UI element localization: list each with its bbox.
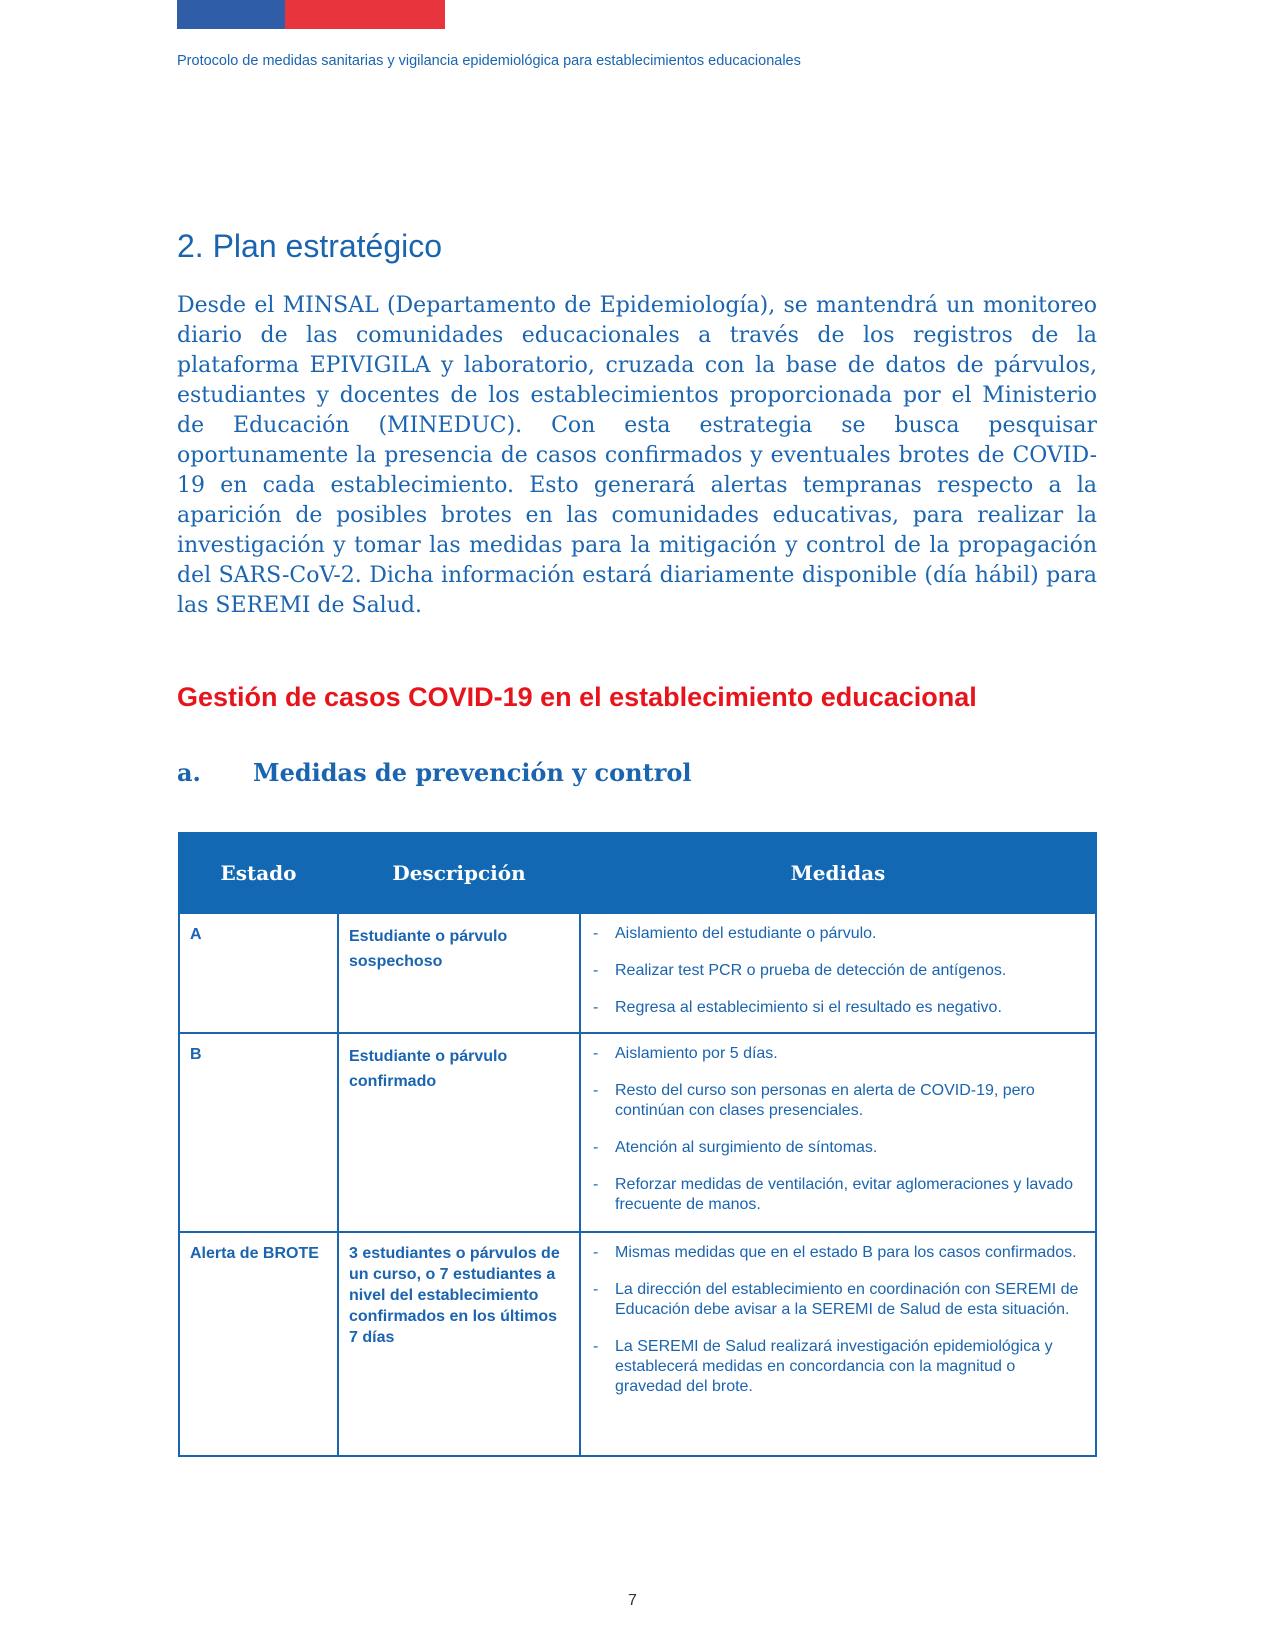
page-number: 7 [628,1592,637,1609]
list-item: - Resto del curso son personas en alerta de COVID-19, pero continúan con clases presenciales. [591,1081,1085,1121]
list-item: - La SEREMI de Salud realizará investigación epidemiológica y establecerá medidas en concordancia con la magnitud o gravedad del brote. [591,1337,1085,1397]
medidas-list [591,1044,1085,1215]
subsection-heading [177,758,691,787]
subsection-title: Medidas de prevención y control [253,758,692,787]
header-estado: Estado [179,833,338,913]
section-title: 2. Plan estratégico [177,228,443,264]
header-medidas: Medidas [580,833,1096,913]
cell-medidas [580,913,1096,1033]
table-row [179,1232,1096,1456]
subsection-letter: a. [177,758,201,787]
medidas-list [591,924,1085,1018]
flag-red-stripe [285,0,445,29]
cell-medidas [580,1232,1096,1456]
gestion-heading: Gestión de casos COVID-19 en el establecimiento educacional [177,682,977,712]
list-item: - La dirección del establecimiento en coordinación con SEREMI de Educación debe avisar a la SEREMI de Salud de esta situación. [591,1280,1085,1320]
table-row [179,1033,1096,1232]
running-header: Protocolo de medidas sanitarias y vigilancia epidemiológica para establecimientos educacionales [177,53,801,69]
table-row [179,913,1096,1033]
measures-table [178,832,1097,1457]
list-item: - Mismas medidas que en el estado B para los casos confirmados. [591,1243,1085,1263]
medidas-list [591,1243,1085,1397]
header-flag-bar [177,0,445,29]
list-item: - Regresa al establecimiento si el resultado es negativo. [591,998,1085,1018]
cell-estado: A [179,913,338,1033]
section-body-paragraph: Desde el MINSAL (Departamento de Epidemiología), se mantendrá un monitoreo diario de las comunidades educacionales a través de los registros de la plataforma EPIVIGILA y laboratorio, cruzada con la base de datos de párvulos, estudiantes y docentes de los establecimientos proporcionada por el Ministerio de Educación (MINEDUC). Con esta estrategia se busca pesquisar oportunamente la presencia de casos confirmados y eventuales brotes de COVID-19 en cada establecimiento. Esto generará alertas tempranas respecto a la aparición de posibles brotes en las comunidades educativas, para realizar la investigación y tomar las medidas para la mitigación y control de la propagación del SARS-CoV-2. Dicha información estará diariamente disponible (día hábil) para las SEREMI de Salud. [177,293,1097,618]
list-item: - Atención al surgimiento de síntomas. [591,1138,1085,1158]
cell-medidas [580,1033,1096,1232]
list-item: - Aislamiento por 5 días. [591,1044,1085,1064]
flag-blue-stripe [177,0,285,29]
cell-descripcion: Estudiante o párvulo sospechoso [338,913,580,1033]
cell-descripcion: Estudiante o párvulo confirmado [338,1033,580,1232]
list-item: - Reforzar medidas de ventilación, evitar aglomeraciones y lavado frecuente de manos. [591,1175,1085,1215]
header-descripcion: Descripción [338,833,580,913]
cell-estado: Alerta de BROTE [179,1232,338,1456]
table-header-row [179,833,1096,913]
cell-descripcion: 3 estudiantes o párvulos de un curso, o 7 estudiantes a nivel del establecimiento confirmados en los últimos 7 días [338,1232,580,1456]
list-item: - Aislamiento del estudiante o párvulo. [591,924,1085,944]
list-item: - Realizar test PCR o prueba de detección de antígenos. [591,961,1085,981]
cell-estado: B [179,1033,338,1232]
